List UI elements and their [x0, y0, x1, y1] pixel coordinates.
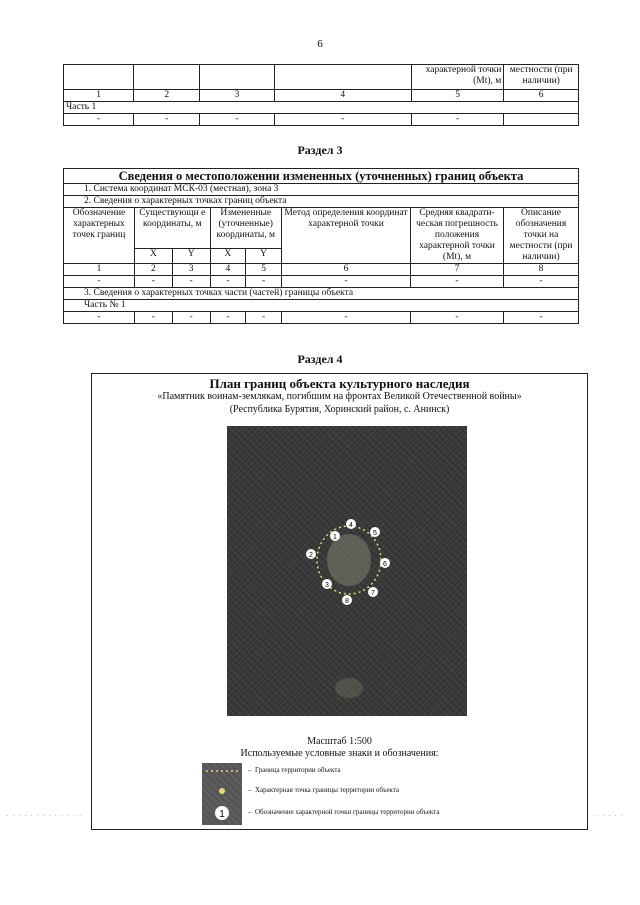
table-cell: 1	[64, 90, 134, 102]
table-cell: -	[504, 276, 579, 288]
table-cell: 4	[210, 264, 246, 276]
table-cell: -	[504, 312, 579, 324]
boundary-point-4	[346, 519, 356, 529]
col-error: Средняя квадрати-ческая погрешность положения характерной точки (Mt), м	[411, 208, 504, 264]
table-cell	[274, 65, 411, 90]
table-cell	[64, 65, 134, 90]
legend-title: Используемые условные знаки и обозначения:	[240, 748, 439, 759]
table-cell	[200, 65, 274, 90]
col-x: X	[135, 249, 173, 264]
boundary-point-3	[322, 579, 332, 589]
table-cell: 2	[135, 264, 173, 276]
boundary-point-1	[330, 531, 340, 541]
table-cell: -	[172, 312, 210, 324]
table-cell: -	[282, 312, 411, 324]
svg-text:3: 3	[325, 582, 329, 589]
section4-heading: Раздел 4	[297, 352, 343, 366]
table-cell: -	[64, 276, 135, 288]
table-row	[64, 288, 579, 300]
table-row	[64, 102, 579, 114]
table-cell: -	[135, 276, 173, 288]
table-cell: 5	[246, 264, 282, 276]
col-x: X	[210, 249, 246, 264]
col-existing: Существующи е координаты, м	[135, 208, 211, 249]
col-y: Y	[246, 249, 282, 264]
table-cell: 7	[411, 264, 504, 276]
map-overlay	[227, 426, 467, 716]
legend-item-point: – Характерная точка границы территории объекта	[248, 786, 399, 794]
plan-location: (Республика Бурятия, Хоринский район, с. Анинск)	[229, 404, 450, 415]
part-points-label: 3. Сведения о характерных точках части (частей) границы объекта	[64, 288, 579, 300]
table-row	[64, 312, 579, 324]
legend-item-label: – Обозначение характерной точки границы территории объекта	[248, 808, 440, 816]
table-row	[64, 276, 579, 288]
table-row	[64, 90, 579, 102]
boundary-plan	[91, 373, 588, 830]
table-cell	[134, 65, 200, 90]
table-cell: -	[274, 114, 411, 126]
section3-heading: Раздел 3	[297, 143, 343, 157]
table-cell: 6	[504, 90, 579, 102]
table-cell: -	[210, 276, 246, 288]
boundary-point-8	[342, 595, 352, 605]
part-label: Часть № 1	[64, 300, 579, 312]
plan-subtitle: «Памятник воинам-землякам, погибшим на фронтах Великой Отечественной войны»	[157, 391, 522, 402]
table-cell: 5	[411, 90, 504, 102]
col-method: Метод определения координат характерной точки	[282, 208, 411, 264]
section3-title: Сведения о местоположении измененных (уточненных) границ объекта	[64, 169, 579, 184]
legend-symbols	[202, 763, 242, 825]
boundary-point-6	[380, 558, 390, 568]
table-cell: -	[200, 114, 274, 126]
boundary-point-2	[306, 549, 316, 559]
table-cell: местности (при наличии)	[504, 65, 579, 90]
part-label: Часть 1	[64, 102, 579, 114]
svg-text:8: 8	[345, 598, 349, 605]
scan-artifact: · · · · · · · · · · · · ·	[6, 812, 83, 820]
table-cell: -	[282, 276, 411, 288]
table-cell: -	[135, 312, 173, 324]
plan-title: План границ объекта культурного наследия	[209, 376, 470, 391]
scan-artifact: · · · · ·	[596, 812, 624, 820]
table-cell: 8	[504, 264, 579, 276]
table-cell: -	[246, 312, 282, 324]
table-cell: -	[64, 114, 134, 126]
table-row	[64, 208, 579, 249]
col-description: Описание обозначения точки на местности (при наличии)	[504, 208, 579, 264]
table-cell: 3	[172, 264, 210, 276]
table-cell: 1	[64, 264, 135, 276]
map-feature	[335, 678, 363, 698]
boundary-point-5	[370, 527, 380, 537]
svg-text:1: 1	[333, 534, 337, 541]
table-row	[64, 264, 579, 276]
table-cell: 6	[282, 264, 411, 276]
table-cell: 3	[200, 90, 274, 102]
table-cell: -	[134, 114, 200, 126]
table-cell: -	[246, 276, 282, 288]
svg-text:2: 2	[309, 552, 313, 559]
legend-item-boundary: – Граница территории объекта	[248, 766, 341, 774]
table-cell	[504, 114, 579, 126]
legend-digit: 1	[219, 809, 225, 820]
table-row	[64, 65, 579, 90]
table-cell: 2	[134, 90, 200, 102]
coord-system: 1. Система координат МСК-03 (местная), зона 3	[64, 184, 579, 196]
point-symbol	[219, 788, 225, 794]
table-cell: -	[411, 276, 504, 288]
table-row	[64, 196, 579, 208]
table-row	[64, 184, 579, 196]
table-row	[64, 300, 579, 312]
table-cell: -	[172, 276, 210, 288]
table-cell: -	[411, 114, 504, 126]
svg-text:7: 7	[371, 590, 375, 597]
svg-text:4: 4	[349, 522, 353, 529]
table-cell: -	[411, 312, 504, 324]
table-section3	[63, 168, 579, 324]
points-info-label: 2. Сведения о характерных точках границ объекта	[64, 196, 579, 208]
svg-text:5: 5	[373, 530, 377, 537]
monument-area	[327, 534, 371, 586]
map-scale: Масштаб 1:500	[307, 736, 372, 747]
aerial-map-image	[227, 426, 467, 716]
table-cell: -	[210, 312, 246, 324]
legend-swatches	[202, 763, 242, 825]
page-number: 6	[317, 38, 323, 50]
col-y: Y	[172, 249, 210, 264]
table-row	[64, 114, 579, 126]
table-cell: 4	[274, 90, 411, 102]
boundary-point-7	[368, 587, 378, 597]
table-cell: -	[64, 312, 135, 324]
table-top	[63, 64, 579, 126]
table-cell: характерной точки (Mt), м	[411, 65, 504, 90]
col-changed: Измененные (уточненные) координаты, м	[210, 208, 282, 249]
svg-text:6: 6	[383, 561, 387, 568]
table-row	[64, 169, 579, 184]
col-designation: Обозначение характерных точек границ	[64, 208, 135, 264]
